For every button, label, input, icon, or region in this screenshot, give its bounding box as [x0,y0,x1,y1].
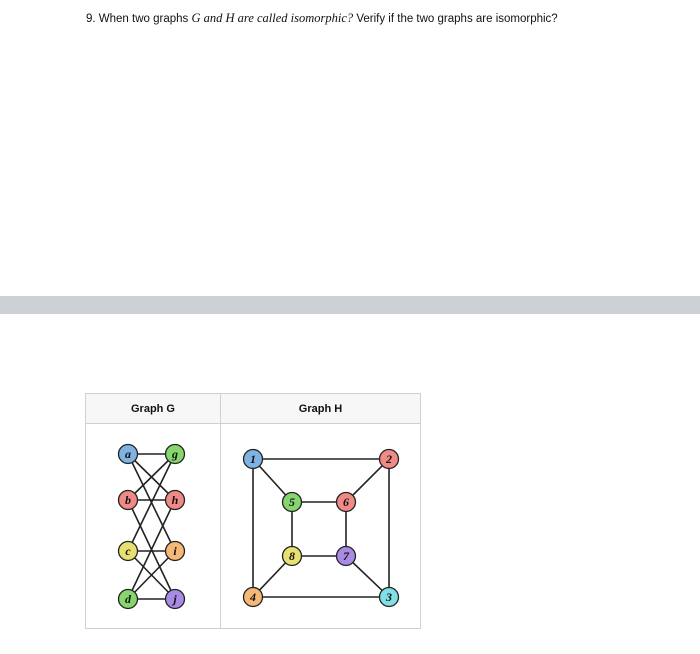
graph-g-node-label-a: a [125,447,131,461]
question-suffix: Verify if the two graphs are isomorphic? [353,13,558,25]
graph-h-node-label-4: 4 [250,590,256,604]
question-prefix: 9. When two graphs [86,13,192,25]
graph-h-node-label-6: 6 [343,495,349,509]
graph-h-drawing [86,394,422,630]
graph-g-node-label-h: h [171,493,179,507]
graph-h-node-label-1: 1 [250,452,256,466]
graph-g-node-label-d: d [125,592,131,606]
graph-g-node-label-i: i [173,544,177,558]
question-math: G and H are called isomorphic? [191,11,354,25]
graph-g-node-label-b: b [125,493,131,507]
graph-h-node-label-5: 5 [289,495,295,509]
graph-h-node-label-2: 2 [386,452,392,466]
graph-g-node-label-j: j [173,592,177,606]
graph-g-node-label-g: g [172,447,178,461]
question-text [86,11,558,26]
graph-g-title: Graph G [86,394,220,424]
graph-h-node-label-7: 7 [343,549,349,563]
graph-h-node-label-3: 3 [386,590,392,604]
section-divider [0,296,700,314]
graph-figure [85,393,421,629]
graph-g-node-label-c: c [125,544,131,558]
graph-h-node-label-8: 8 [289,549,295,563]
graph-h-title: Graph H [220,394,420,424]
